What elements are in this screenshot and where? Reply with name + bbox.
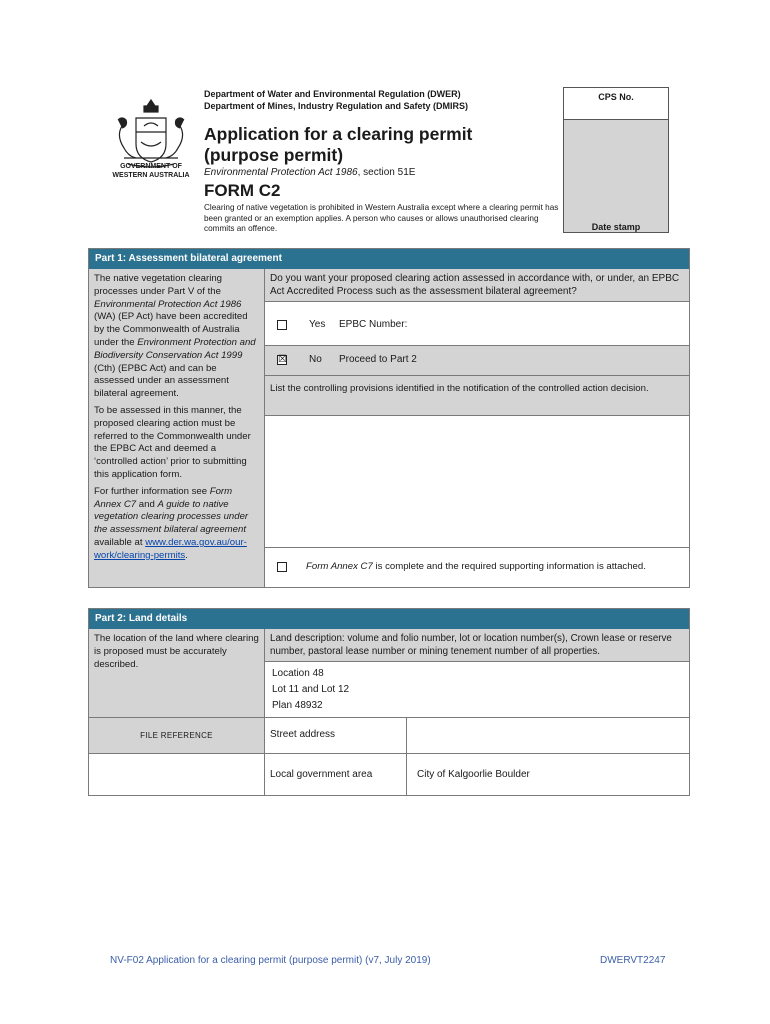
explanation-para-1 bbox=[94, 273, 259, 401]
department-dwer: Department of Water and Environmental Regulation (DWER) bbox=[204, 89, 461, 99]
land-line: Location 48 bbox=[272, 668, 324, 679]
act-name: Environmental Protection Act 1986 bbox=[204, 167, 358, 178]
part-2-explanation: The location of the land where clearing is proposed must be accurately described. bbox=[89, 629, 264, 726]
lga-label: Local government area bbox=[264, 753, 406, 795]
explanation-para-3 bbox=[94, 486, 259, 563]
page-title-line-2: (purpose permit) bbox=[204, 145, 344, 165]
land-description-label: Land description: volume and folio number, lot or location number(s), Crown lease or reserve number, pastoral lease number or mining tenement number of all properties. bbox=[264, 629, 689, 661]
street-address-label: Street address bbox=[264, 717, 406, 753]
explanation-text: . bbox=[185, 549, 188, 561]
explanation-act-ep: Environmental Protection Act 1986 bbox=[94, 298, 242, 310]
footer-document-title: NV-F02 Application for a clearing permit (purpose permit) (v7, July 2019) bbox=[110, 955, 431, 966]
explanation-text: (Cth) (EPBC Act) and can be assessed under an assessment bilateral agreement. bbox=[94, 362, 229, 400]
annex-reference: Form Annex C7 bbox=[94, 485, 233, 510]
no-checkbox[interactable]: ☒ bbox=[278, 354, 287, 365]
epbc-number-input[interactable] bbox=[428, 302, 689, 345]
explanation-act-epbc: Environment Protection and Biodiversity Conservation Act 1999 bbox=[94, 336, 256, 361]
date-stamp-label: Date stamp bbox=[591, 222, 641, 232]
clearing-warning: Clearing of native vegetation is prohibited in Western Australia except where a clearing permit has been granted or an exemption applies. A person who causes or allows unauthorised clearing commits an offence. bbox=[204, 203, 559, 233]
part-2-section bbox=[88, 608, 690, 796]
act-reference bbox=[204, 167, 415, 178]
yes-checkbox[interactable] bbox=[277, 320, 287, 330]
act-section: , section 51E bbox=[357, 167, 416, 178]
footer-document-code: DWERVT2247 bbox=[600, 955, 666, 966]
date-stamp-area bbox=[564, 120, 668, 232]
explanation-text: (WA) (EP Act) have been accredited by the Commonwealth of Australia under the bbox=[94, 311, 248, 348]
file-reference-input[interactable] bbox=[89, 753, 264, 795]
bilateral-question: Do you want your proposed clearing action assessed in accordance with, or under, an EPBC Act Accredited Process such as the assessment bilateral agreement? bbox=[264, 269, 689, 301]
annex-c7-name: Form Annex C7 bbox=[306, 561, 373, 572]
controlling-provisions-input[interactable] bbox=[264, 415, 689, 547]
crest-caption bbox=[108, 162, 194, 180]
office-use-box bbox=[563, 87, 669, 233]
part-1-section bbox=[88, 248, 690, 588]
cps-number-label: CPS No. bbox=[564, 88, 668, 120]
department-dmirs: Department of Mines, Industry Regulation and Safety (DMIRS) bbox=[204, 101, 469, 111]
no-label: No bbox=[309, 354, 322, 365]
land-line: Lot 11 and Lot 12 bbox=[272, 684, 350, 695]
explanation-text: The native vegetation clearing processes under Part V of the bbox=[94, 273, 222, 297]
controlling-provisions-label: List the controlling provisions identified in the notification of the controlled action decision. bbox=[264, 375, 689, 415]
form-number: FORM C2 bbox=[204, 181, 281, 200]
annex-c7-statement bbox=[306, 561, 646, 574]
guide-reference: A guide to native vegetation clearing processes under the assessment bilateral agreement bbox=[94, 498, 249, 536]
annex-c7-checkbox[interactable] bbox=[277, 562, 287, 572]
part-1-explanation bbox=[89, 269, 264, 587]
crest-caption-line-1: GOVERNMENT OF bbox=[120, 163, 182, 170]
explanation-text: available at bbox=[94, 536, 146, 548]
page-title bbox=[204, 124, 544, 166]
no-option-row bbox=[264, 345, 689, 375]
part-1-heading: Part 1: Assessment bilateral agreement bbox=[89, 249, 689, 269]
proceed-to-part-2-label: Proceed to Part 2 bbox=[339, 354, 417, 365]
land-line: Plan 48932 bbox=[272, 700, 323, 711]
lga-input[interactable]: City of Kalgoorlie Boulder bbox=[406, 753, 689, 795]
annex-c7-text: is complete and the required supporting information is attached. bbox=[372, 561, 646, 572]
street-address-input[interactable] bbox=[406, 717, 689, 753]
explanation-text: and bbox=[136, 498, 158, 510]
crest-caption-line-2: WESTERN AUSTRALIA bbox=[112, 172, 190, 179]
land-description-input[interactable] bbox=[264, 661, 689, 717]
yes-label: Yes bbox=[309, 319, 326, 330]
yes-option-row bbox=[264, 301, 689, 345]
page-title-line-1: Application for a clearing permit bbox=[204, 124, 473, 144]
file-reference-label: FILE REFERENCE bbox=[89, 717, 264, 753]
clearing-permits-link[interactable]: www.der.wa.gov.au/our-work/clearing-permits bbox=[94, 536, 247, 561]
part-2-heading: Part 2: Land details bbox=[89, 609, 689, 629]
explanation-text: For further information see bbox=[94, 485, 210, 497]
annex-c7-confirmation-row bbox=[264, 547, 689, 587]
epbc-number-label: EPBC Number: bbox=[339, 319, 408, 330]
explanation-para-2: To be assessed in this manner, the proposed clearing action must be referred to the Commonwealth under the EPBC Act and deemed a ‘controlled action’ prior to submitting this application form. bbox=[94, 404, 251, 480]
